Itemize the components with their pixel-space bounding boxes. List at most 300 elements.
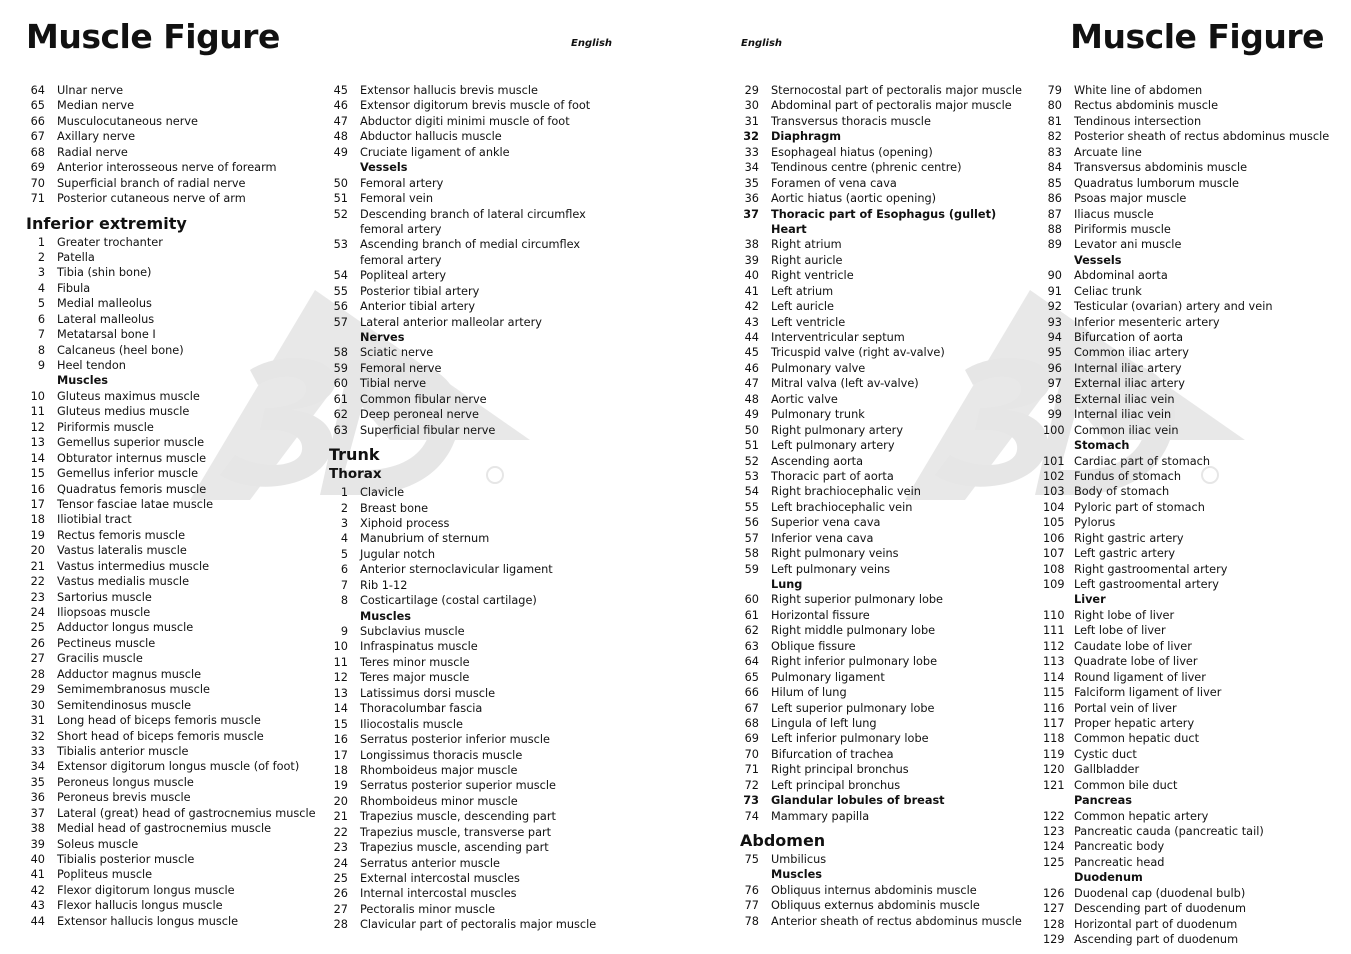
item-number: 6 — [37, 312, 45, 326]
subsection-heading — [329, 330, 596, 345]
item-number: 41 — [744, 284, 759, 298]
item-label: Rectus femoris muscle — [57, 528, 186, 542]
item-number: 30 — [30, 698, 45, 712]
legend-item — [329, 315, 596, 330]
legend-item — [1043, 654, 1329, 669]
legend-item — [26, 698, 316, 713]
item-number: 80 — [1047, 99, 1062, 113]
item-label: Psoas major muscle — [1074, 192, 1187, 206]
item-label: Stomach — [1074, 439, 1130, 453]
legend-item — [1043, 824, 1329, 839]
item-number: 92 — [1047, 300, 1062, 314]
item-label: Body of stomach — [1074, 485, 1170, 499]
item-number: 128 — [1043, 917, 1065, 931]
legend-column-4 — [1043, 83, 1329, 948]
legend-item — [1043, 839, 1329, 854]
legend-item — [329, 856, 596, 871]
item-label: Nerves — [360, 331, 405, 344]
item-label: Esophageal hiatus (opening) — [771, 145, 933, 159]
item-number: 61 — [744, 608, 759, 622]
item-label: Cruciate ligament of ankle — [360, 145, 510, 159]
item-number: 12 — [30, 420, 45, 434]
item-number: 107 — [1043, 547, 1065, 561]
item-label: Thoracic part of Esophagus (gullet) — [771, 207, 997, 221]
item-number: 61 — [333, 392, 348, 406]
legend-item — [1043, 469, 1329, 484]
legend-item — [26, 435, 316, 450]
item-number: 88 — [1047, 222, 1062, 236]
item-label: Vastus medialis muscle — [57, 575, 190, 589]
item-number: 117 — [1043, 716, 1065, 730]
item-number: 89 — [1047, 238, 1062, 252]
item-label: External iliac artery — [1074, 377, 1185, 391]
item-label: Anterior tibial artery — [360, 300, 476, 314]
item-label: Tibialis posterior muscle — [57, 853, 195, 866]
item-number: 27 — [30, 652, 45, 666]
legend-item — [329, 485, 596, 500]
legend-item — [329, 578, 596, 593]
item-label: Pancreatic head — [1074, 855, 1165, 869]
item-number: 79 — [1047, 84, 1062, 97]
legend-item — [329, 917, 596, 932]
legend-item — [1043, 315, 1329, 330]
item-number: 40 — [30, 853, 45, 866]
legend-item — [26, 914, 316, 929]
item-number: 70 — [744, 747, 759, 761]
item-label: Portal vein of liver — [1074, 701, 1177, 715]
item-number: 28 — [333, 918, 348, 932]
legend-item — [740, 546, 1022, 561]
legend-column-3 — [740, 83, 1022, 929]
item-label: Superficial branch of radial nerve — [57, 176, 246, 190]
legend-item — [740, 330, 1022, 345]
item-number: 16 — [333, 733, 348, 747]
item-number: 32 — [743, 130, 759, 144]
legend-item — [329, 268, 596, 283]
legend-item — [26, 466, 316, 481]
item-number: 74 — [744, 809, 759, 823]
item-label: Right lobe of liver — [1074, 608, 1175, 622]
subsection-heading — [740, 222, 1022, 237]
legend-item — [740, 747, 1022, 762]
item-label: Gracilis muscle — [57, 652, 143, 666]
item-label: Right inferior pulmonary lobe — [771, 655, 938, 669]
legend-item — [740, 191, 1022, 206]
subsection-heading — [1043, 438, 1329, 453]
item-number: 36 — [744, 192, 759, 206]
legend-item — [26, 176, 316, 191]
item-number: 43 — [744, 315, 759, 329]
item-number: 21 — [30, 559, 45, 573]
item-label: Iliacus muscle — [1074, 207, 1154, 221]
item-number: 12 — [333, 671, 348, 685]
item-number: 39 — [30, 837, 45, 851]
legend-item — [1043, 809, 1329, 824]
legend-item — [329, 732, 596, 747]
item-number: 58 — [333, 346, 348, 360]
item-label: Lung — [771, 578, 803, 591]
item-label: Patella — [57, 250, 95, 264]
legend-item — [1043, 268, 1329, 283]
legend-item — [26, 620, 316, 635]
item-number: 63 — [333, 423, 348, 437]
item-number: 25 — [30, 621, 45, 635]
legend-item — [740, 639, 1022, 654]
legend-item — [1043, 701, 1329, 716]
item-label: Gemellus inferior muscle — [57, 467, 199, 481]
legend-item — [740, 762, 1022, 777]
item-number: 91 — [1047, 284, 1062, 298]
legend-item — [329, 809, 596, 824]
item-label: Ascending part of duodenum — [1074, 933, 1239, 947]
item-label: Common hepatic duct — [1074, 732, 1200, 746]
item-label: Fibula — [57, 281, 91, 295]
item-number: 57 — [333, 315, 348, 329]
item-label: Bifurcation of aorta — [1074, 331, 1184, 344]
language-label-right: English — [741, 38, 783, 49]
legend-item — [26, 265, 316, 280]
item-label: Abductor hallucis muscle — [360, 130, 502, 144]
item-number: 26 — [333, 887, 348, 901]
legend-item — [26, 250, 316, 265]
subsection-heading — [740, 867, 1022, 882]
item-number: 9 — [340, 625, 348, 638]
legend-item — [329, 794, 596, 809]
item-label: Right middle pulmonary lobe — [771, 624, 936, 638]
item-number: 96 — [1047, 361, 1062, 375]
item-number: 13 — [333, 686, 348, 700]
subsection-heading — [1043, 870, 1329, 885]
item-label: Superior vena cava — [771, 516, 881, 530]
item-number: 52 — [744, 454, 759, 468]
item-label: Medial malleolus — [57, 297, 152, 311]
item-label: Descending part of duodenum — [1074, 902, 1247, 916]
legend-item — [740, 716, 1022, 731]
legend-item — [740, 592, 1022, 607]
item-label: Oblique fissure — [771, 639, 856, 653]
item-number: 51 — [333, 192, 348, 206]
legend-item — [329, 114, 596, 129]
legend-item — [1043, 129, 1329, 144]
item-number: 54 — [333, 269, 348, 283]
item-label: Axillary nerve — [57, 130, 136, 144]
legend-item — [740, 562, 1022, 577]
legend-item — [1043, 345, 1329, 360]
item-number: 50 — [333, 176, 348, 190]
legend-item — [1043, 917, 1329, 932]
item-number: 18 — [333, 763, 348, 777]
item-label: Ulnar nerve — [57, 84, 124, 97]
item-number: 67 — [30, 130, 45, 144]
item-label: Rib 1-12 — [360, 578, 408, 592]
item-label: Inferior vena cava — [771, 531, 874, 545]
legend-item — [1043, 454, 1329, 469]
item-label: Common iliac artery — [1074, 346, 1189, 360]
item-label: femoral artery — [360, 222, 442, 236]
item-number: 69 — [744, 732, 759, 746]
item-number: 86 — [1047, 192, 1062, 206]
item-number: 55 — [744, 500, 759, 514]
item-number: 76 — [744, 883, 759, 897]
subsection-heading — [26, 373, 316, 388]
item-label: Duodenal cap (duodenal bulb) — [1074, 886, 1246, 900]
legend-item — [26, 114, 316, 129]
item-label: Anterior sheath of rectus abdominus muscle — [771, 914, 1022, 928]
item-label: Interventricular septum — [771, 331, 905, 344]
item-label: Extensor hallucis brevis muscle — [360, 84, 538, 97]
item-label: Iliopsoas muscle — [57, 606, 151, 619]
item-number: 56 — [744, 516, 759, 530]
item-number: 41 — [30, 868, 45, 882]
legend-item — [740, 654, 1022, 669]
legend-item — [1043, 855, 1329, 870]
item-number: 10 — [30, 389, 45, 403]
legend-item — [1043, 83, 1329, 98]
item-label: Flexor hallucis longus muscle — [57, 899, 223, 913]
item-label: Fundus of stomach — [1074, 469, 1182, 483]
item-label: Arcuate line — [1074, 145, 1142, 159]
item-number: 23 — [333, 841, 348, 855]
legend-item — [1043, 361, 1329, 376]
legend-item — [740, 793, 1022, 808]
item-number: 22 — [333, 825, 348, 839]
legend-item — [329, 686, 596, 701]
legend-item — [26, 605, 316, 620]
item-label: Gemellus superior muscle — [57, 436, 205, 450]
legend-item — [26, 559, 316, 574]
item-label: Horizontal fissure — [771, 608, 870, 622]
legend-item — [329, 222, 596, 237]
legend-item — [740, 407, 1022, 422]
item-label: Trapezius muscle, descending part — [360, 810, 556, 824]
item-label: Right ventricle — [771, 269, 854, 283]
item-label: Breast bone — [360, 501, 429, 515]
item-number: 60 — [333, 377, 348, 391]
legend-item — [26, 590, 316, 605]
item-number: 34 — [744, 161, 759, 175]
legend-item — [1043, 160, 1329, 175]
legend-item — [329, 624, 596, 639]
legend-item — [26, 327, 316, 342]
legend-item — [1043, 778, 1329, 793]
item-number: 47 — [333, 114, 348, 128]
item-label: Mitral valva (left av-valve) — [771, 377, 919, 391]
item-number: 4 — [340, 532, 348, 546]
item-label: Heart — [771, 222, 807, 236]
item-number: 71 — [30, 192, 45, 206]
item-label: Superficial fibular nerve — [360, 423, 496, 437]
item-number: 44 — [744, 331, 759, 344]
legend-item — [740, 469, 1022, 484]
item-label: Diaphragm — [771, 130, 842, 144]
item-label: Right gastroomental artery — [1074, 562, 1228, 576]
legend-item — [329, 299, 596, 314]
legend-item — [1043, 716, 1329, 731]
legend-item — [329, 129, 596, 144]
legend-item — [26, 775, 316, 790]
legend-item — [1043, 932, 1329, 947]
page-title-right: Muscle Figure — [1070, 17, 1324, 56]
legend-item — [740, 500, 1022, 515]
item-number: 19 — [333, 779, 348, 793]
legend-item — [329, 562, 596, 577]
item-number: 54 — [744, 485, 759, 499]
item-number: 3 — [37, 266, 45, 280]
item-number: 40 — [744, 269, 759, 283]
legend-item — [740, 809, 1022, 824]
subsection-heading — [329, 160, 596, 175]
item-number: 127 — [1043, 902, 1065, 916]
item-label: Manubrium of sternum — [360, 532, 490, 546]
item-number: 2 — [37, 250, 45, 264]
item-number: 13 — [30, 436, 45, 450]
item-number: 109 — [1043, 578, 1065, 591]
item-number: 100 — [1043, 423, 1065, 437]
item-label: Aortic valve — [771, 392, 838, 406]
item-label: Extensor digitorum brevis muscle of foot — [360, 99, 591, 113]
legend-item — [26, 837, 316, 852]
item-label: Right auricle — [771, 253, 843, 267]
item-number: 46 — [333, 99, 348, 113]
legend-item — [26, 713, 316, 728]
item-number: 29 — [744, 84, 759, 97]
item-label: Piriformis muscle — [57, 420, 154, 434]
item-label: Pancreas — [1074, 794, 1132, 808]
item-label: Left auricle — [771, 300, 835, 314]
item-label: Rectus abdominis muscle — [1074, 99, 1219, 113]
legend-item — [26, 543, 316, 558]
item-number: 22 — [30, 575, 45, 589]
item-number: 59 — [333, 361, 348, 375]
item-number: 38 — [744, 238, 759, 252]
legend-item — [26, 682, 316, 697]
item-label: Posterior sheath of rectus abdominus muscle — [1074, 130, 1330, 144]
item-label: Quadratus femoris muscle — [57, 482, 207, 496]
item-label: Popliteus muscle — [57, 868, 153, 882]
item-number: 11 — [333, 655, 348, 669]
legend-item — [329, 423, 596, 438]
legend-item — [740, 129, 1022, 144]
item-label: Thoracolumbar fascia — [360, 702, 483, 716]
item-label: Mammary papilla — [771, 809, 870, 823]
item-label: Left lobe of liver — [1074, 624, 1166, 638]
legend-item — [329, 284, 596, 299]
item-label: Vessels — [360, 161, 408, 175]
item-label: Serratus posterior superior muscle — [360, 779, 556, 793]
item-label: Pectineus muscle — [57, 636, 156, 650]
item-number: 31 — [744, 114, 759, 128]
item-number: 48 — [333, 130, 348, 144]
item-label: Rhomboideus minor muscle — [360, 794, 518, 808]
item-number: 45 — [744, 346, 759, 360]
item-number: 49 — [744, 408, 759, 422]
item-label: Lingula of left lung — [771, 716, 877, 730]
item-number: 2 — [340, 501, 348, 515]
legend-item — [1043, 207, 1329, 222]
item-number: 69 — [30, 161, 45, 175]
legend-item — [26, 191, 316, 206]
item-number: 90 — [1047, 269, 1062, 283]
legend-item — [329, 83, 596, 98]
item-label: Left gastroomental artery — [1074, 578, 1219, 591]
item-label: Popliteal artery — [360, 269, 447, 283]
legend-item — [26, 497, 316, 512]
item-label: Calcaneus (heel bone) — [57, 343, 184, 357]
subsection-heading — [740, 577, 1022, 592]
item-label: Common hepatic artery — [1074, 809, 1209, 823]
item-number: 29 — [30, 683, 45, 697]
legend-item — [329, 902, 596, 917]
item-label: Round ligament of liver — [1074, 670, 1206, 684]
item-label: Gluteus medius muscle — [57, 405, 190, 419]
legend-item — [329, 701, 596, 716]
legend-item — [1043, 299, 1329, 314]
legend-item — [329, 655, 596, 670]
item-label: Common iliac vein — [1074, 423, 1179, 437]
item-label: Left pulmonary veins — [771, 562, 891, 576]
item-label: Serratus posterior inferior muscle — [360, 733, 550, 747]
legend-item — [329, 237, 596, 252]
item-label: Testicular (ovarian) artery and vein — [1074, 300, 1273, 314]
item-label: Aortic hiatus (aortic opening) — [771, 192, 937, 206]
item-label: Thoracic part of aorta — [771, 469, 894, 483]
item-label: Cystic duct — [1074, 747, 1137, 761]
item-label: Clavicle — [360, 486, 405, 500]
item-number: 17 — [333, 748, 348, 762]
legend-item — [26, 358, 316, 373]
item-label: Tendinous intersection — [1074, 114, 1202, 128]
item-label: Abdominal aorta — [1074, 269, 1168, 283]
item-number: 67 — [744, 701, 759, 715]
item-number: 24 — [333, 856, 348, 870]
item-label: Right brachiocephalic vein — [771, 485, 921, 499]
legend-item — [1043, 639, 1329, 654]
item-label: Trapezius muscle, transverse part — [360, 825, 552, 839]
item-number: 68 — [744, 716, 759, 730]
subsection-heading — [1043, 592, 1329, 607]
item-number: 37 — [30, 806, 45, 820]
item-label: Anterior interosseous nerve of forearm — [57, 161, 277, 175]
legend-item — [1043, 515, 1329, 530]
item-number: 8 — [340, 594, 348, 608]
legend-item — [1043, 176, 1329, 191]
item-number: 64 — [30, 84, 45, 97]
item-label: Left superior pulmonary lobe — [771, 701, 935, 715]
item-number: 28 — [30, 667, 45, 681]
legend-item — [740, 852, 1022, 867]
item-label: Pancreatic body — [1074, 840, 1165, 854]
item-label: Liver — [1074, 593, 1106, 607]
item-label: Cardiac part of stomach — [1074, 454, 1211, 468]
legend-item — [329, 376, 596, 391]
item-label: Left ventricle — [771, 315, 846, 329]
legend-item — [329, 98, 596, 113]
item-label: Longissimus thoracis muscle — [360, 748, 523, 762]
legend-item — [329, 547, 596, 562]
item-number: 62 — [333, 408, 348, 422]
item-number: 116 — [1043, 701, 1065, 715]
legend-item — [26, 451, 316, 466]
legend-item — [26, 83, 316, 98]
legend-item — [1043, 392, 1329, 407]
item-number: 113 — [1043, 655, 1065, 669]
item-label: Teres minor muscle — [360, 655, 470, 669]
item-label: Left gastric artery — [1074, 547, 1176, 561]
legend-item — [26, 512, 316, 527]
legend-item — [740, 670, 1022, 685]
legend-item — [26, 235, 316, 250]
legend-item — [1043, 762, 1329, 777]
